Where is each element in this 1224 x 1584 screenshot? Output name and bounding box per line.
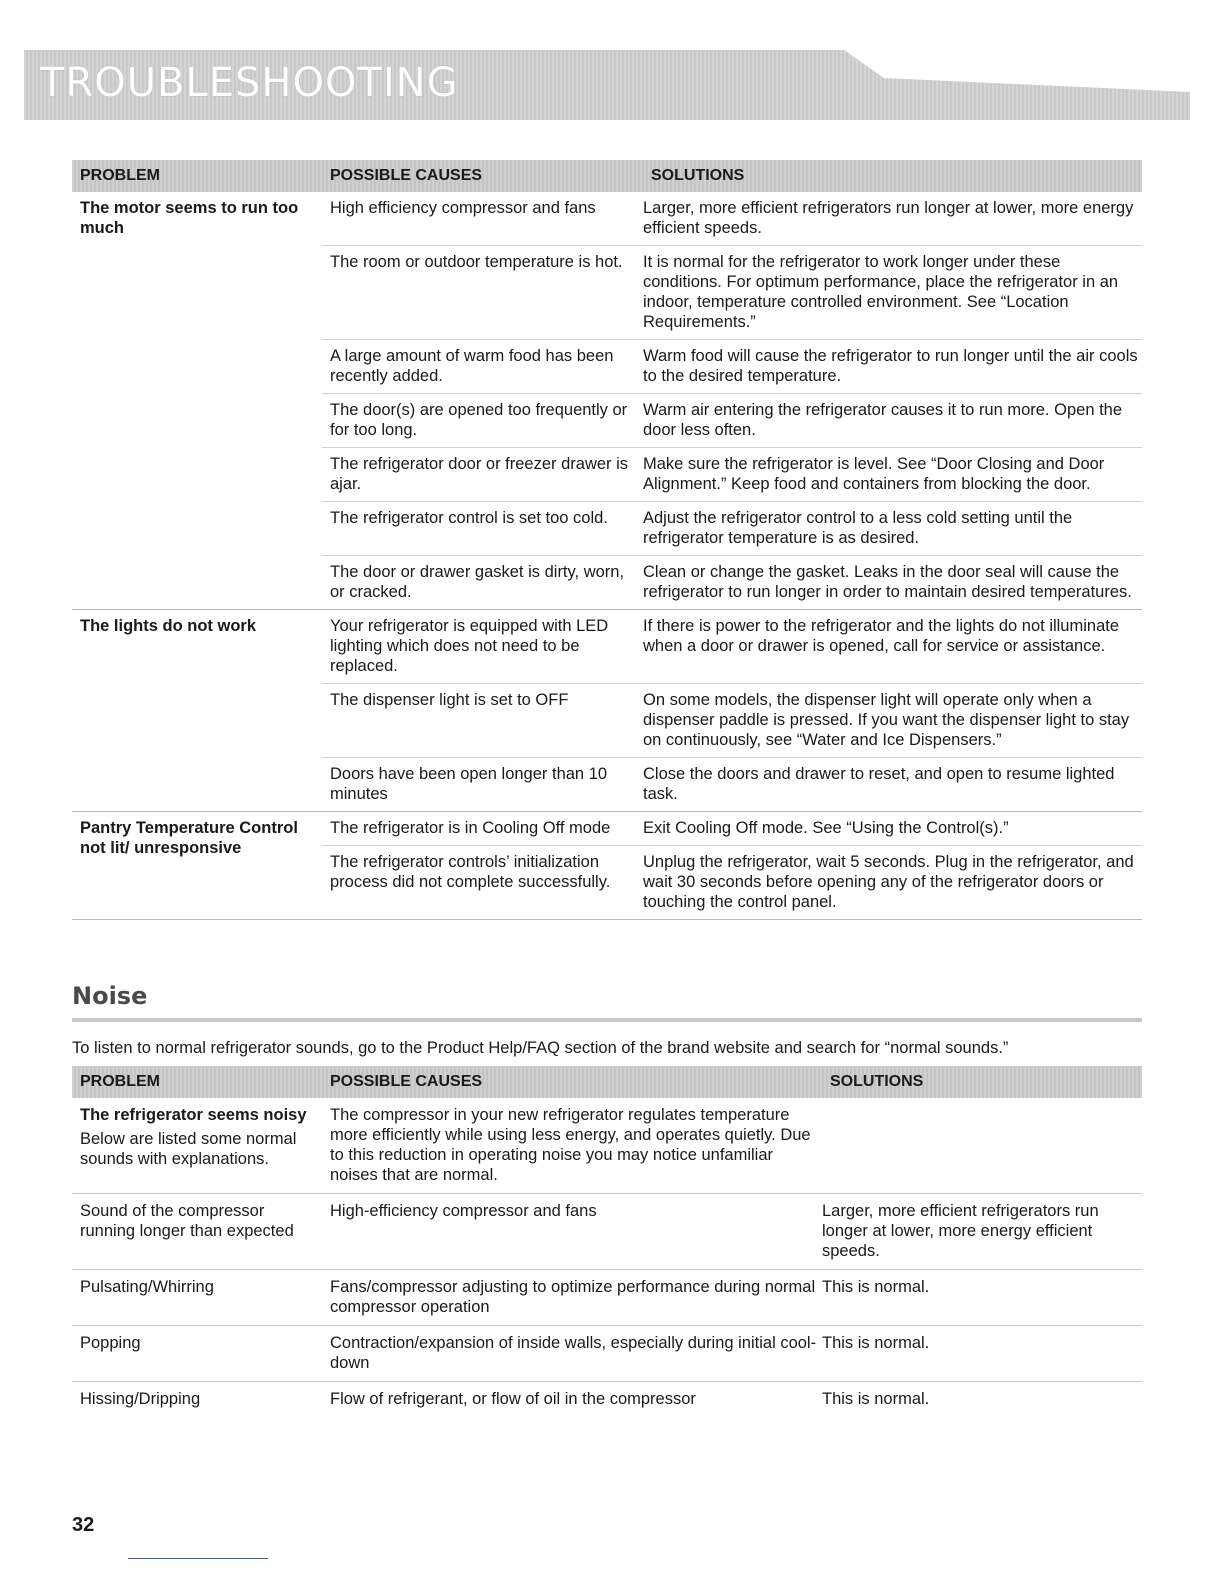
cause-cell: A large amount of warm food has been recently added. (330, 347, 614, 385)
solution-cell: It is normal for the refrigerator to work longer under these conditions. For optimum performance, place the refrigerator in an indoor, temperature controlled environment. See “Location Requirements.” (643, 253, 1119, 331)
solution-cell: If there is power to the refrigerator and the lights do not illuminate when a door or drawer is opened, call for service or assistance. (643, 617, 1120, 655)
problem-label: The lights do not work (80, 617, 256, 635)
solution-cell: Adjust the refrigerator control to a less cold setting until the refrigerator temperature is as desired. (643, 509, 1073, 547)
solution-cell (822, 1105, 1142, 1185)
cause-cell: The door or drawer gasket is dirty, worn, or cracked. (330, 563, 625, 601)
header-possible-causes: POSSIBLE CAUSES (330, 167, 483, 184)
solution-cell: Make sure the refrigerator is level. See “Door Closing and Door Alignment.” Keep food and containers from blocking the door. (643, 455, 1105, 493)
cause-cell: Fans/compressor adjusting to optimize performance during normal compressor operation (330, 1278, 816, 1316)
footer-divider (128, 1558, 268, 1559)
cause-cell: High efficiency compressor and fans (330, 199, 596, 217)
cause-cell: The dispenser light is set to OFF (330, 691, 569, 709)
table-header (72, 1066, 1142, 1098)
problem-cell: Sound of the compressor running longer than expected (80, 1202, 294, 1240)
solution-cell: Close the doors and drawer to reset, and open to resume lighted task. (643, 765, 1115, 803)
solution-cell: Warm air entering the refrigerator causes it to run more. Open the door less often. (643, 401, 1123, 439)
problem-cell: Hissing/Dripping (80, 1390, 201, 1408)
page-number: 32 (72, 1514, 95, 1536)
table-row (322, 393, 1142, 447)
problem-group (72, 812, 1142, 920)
cause-cell: Contraction/expansion of inside walls, especially during initial cool-down (330, 1334, 817, 1372)
cause-cell: Flow of refrigerant, or flow of oil in the compressor (330, 1390, 696, 1408)
table-row (322, 339, 1142, 393)
solution-cell: This is normal. (822, 1278, 930, 1296)
header-problem: PROBLEM (80, 167, 160, 184)
table-row (72, 1270, 1142, 1326)
problem-cell: Popping (80, 1334, 141, 1352)
problem-cell: Pulsating/Whirring (80, 1278, 214, 1296)
table-row (322, 245, 1142, 339)
table-row (322, 501, 1142, 555)
table-row (72, 1382, 1142, 1417)
table-row (322, 610, 1142, 683)
solution-cell: This is normal. (822, 1334, 930, 1352)
noise-intro: To listen to normal refrigerator sounds, go to the Product Help/FAQ section of the brand website and search for “normal sounds.” (72, 1039, 1009, 1057)
solution-cell: Warm food will cause the refrigerator to run longer until the air cools to the desired temperature. (643, 347, 1138, 385)
cause-cell: The refrigerator is in Cooling Off mode (330, 819, 611, 837)
problem-label: Pantry Temperature Control not lit/ unresponsive (80, 819, 298, 857)
problem-group (72, 610, 1142, 812)
problem-label: The motor seems to run too much (80, 199, 299, 237)
problem-note: Below are listed some normal sounds with explanations. (80, 1130, 297, 1168)
table-header (72, 160, 1142, 192)
solution-cell: Unplug the refrigerator, wait 5 seconds. Plug in the refrigerator, and wait 30 seconds before opening any of the refrigerator doors or touching the control panel. (643, 853, 1134, 911)
cause-cell: Doors have been open longer than 10 minutes (330, 765, 608, 803)
table-row (322, 845, 1142, 919)
cause-cell: The refrigerator controls’ initialization process did not complete successfully. (330, 853, 611, 891)
solution-cell: On some models, the dispenser light will operate only when a dispenser paddle is pressed. If you want the dispenser light to stay on continuously, see “Water and Ice Dispensers.” (643, 691, 1130, 749)
cause-cell: Your refrigerator is equipped with LED lighting which does not need to be replaced. (330, 617, 609, 675)
solution-cell: Larger, more efficient refrigerators run longer at lower, more energy efficient speeds. (643, 199, 1134, 237)
table-row (322, 812, 1142, 845)
troubleshooting-table (72, 160, 1142, 920)
solution-cell: Larger, more efficient refrigerators run longer at lower, more energy efficient speeds. (822, 1202, 1099, 1260)
table-row (72, 1098, 1142, 1194)
header-solutions: SOLUTIONS (651, 167, 745, 184)
cause-cell: The refrigerator door or freezer drawer is ajar. (330, 455, 629, 493)
solution-cell: Clean or change the gasket. Leaks in the door seal will cause the refrigerator to run longer in order to maintain desired temperatures. (643, 563, 1132, 601)
table-row (322, 192, 1142, 245)
noise-divider (72, 1018, 1142, 1022)
cause-cell: The refrigerator control is set too cold. (330, 509, 608, 527)
cause-cell: The room or outdoor temperature is hot. (330, 253, 623, 271)
table-row (322, 555, 1142, 609)
table-row (322, 447, 1142, 501)
problem-group (72, 192, 1142, 610)
table-row (322, 757, 1142, 811)
section-title: TROUBLESHOOTING (40, 60, 459, 106)
header-problem: PROBLEM (80, 1073, 160, 1090)
table-row (72, 1194, 1142, 1270)
header-solutions: SOLUTIONS (830, 1073, 924, 1090)
problem-title: The refrigerator seems noisy (80, 1106, 307, 1124)
noise-heading: Noise (72, 982, 148, 1010)
solution-cell: This is normal. (822, 1390, 930, 1408)
table-row (322, 683, 1142, 757)
cause-cell: The door(s) are opened too frequently or for too long. (330, 401, 628, 439)
problem-cell (72, 1105, 322, 1185)
header-possible-causes: POSSIBLE CAUSES (330, 1073, 483, 1090)
noise-table (72, 1066, 1142, 1417)
solution-cell: Exit Cooling Off mode. See “Using the Control(s).” (643, 819, 1009, 837)
cause-cell: High-efficiency compressor and fans (330, 1202, 597, 1220)
cause-cell: The compressor in your new refrigerator regulates temperature more efficiently while using less energy, and operates quietly. Due to this reduction in operating noise you may notice unfamiliar noises that are normal. (330, 1106, 811, 1184)
table-row (72, 1326, 1142, 1382)
